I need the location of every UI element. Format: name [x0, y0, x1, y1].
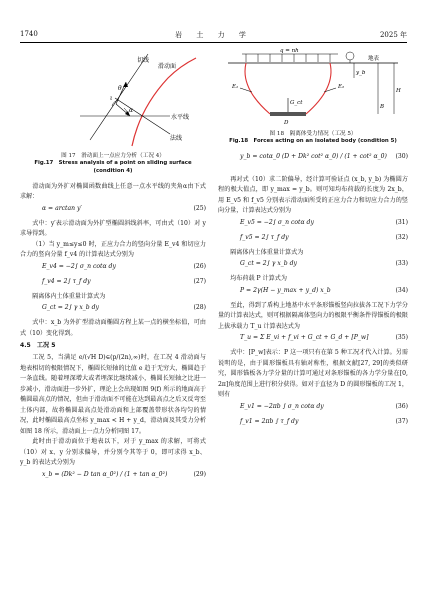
label-B: B: [380, 104, 385, 110]
fig18-caption-cn: 图 18 隔离体受力情况（工况 5）: [269, 131, 357, 137]
label-sliding-surface: 滑动面: [158, 63, 177, 70]
paragraph: 均布荷载 P 计算式为: [230, 275, 287, 283]
label-ground: 地表: [368, 56, 380, 62]
equation-35: T_u = Σ E_vi + f_vi + G_ct + G_d + [P_w] (35): [240, 334, 408, 342]
label-Gct: G_ct: [290, 100, 303, 106]
left-column: [20, 48, 206, 493]
equation-30: y_b = cotα_0 (D + Dk² cot² α_0) / (1 + cot² α_0) (30): [240, 152, 408, 160]
equation-36: E_v1 = −2πb ∫ σ_n cotα dy (36): [240, 402, 408, 410]
paragraph: 式中：y′表示滑动面为外扩型椭圆斜线斜率，可由式（10）对 y 求导得到。: [20, 219, 206, 238]
equation-28: G_ct = 2∫ γ x_b dy (28): [42, 304, 206, 312]
year: 2025 年: [379, 31, 407, 39]
fig17-caption: [20, 152, 206, 176]
equation-37: f_v1 = 2πb ∫ τ_f dy (37): [240, 417, 408, 425]
equation-34: P = 2γ(H − y_max + y_d) x_b (34): [240, 286, 408, 294]
figure-18: [218, 48, 408, 130]
fig18-caption: [218, 130, 408, 146]
page-number: 1740: [20, 30, 38, 38]
figure-17: [20, 48, 206, 152]
paragraph: 滑动面为外扩对椭圆函数曲线上任意一点水平线的夹角α由下式求解：: [20, 182, 206, 201]
paragraph: 隔离体内土体重量计算式为: [32, 292, 106, 300]
paragraph: 隔离体内土体重量计算式为: [230, 248, 304, 256]
equation-25: α = arctan y′ (25): [42, 204, 206, 212]
equation-31: E_v5 = −2∫ σ_n cotα dy (31): [240, 218, 408, 226]
running-header: [20, 30, 407, 42]
header-rule: [20, 42, 407, 43]
label-q: q = nh: [280, 48, 299, 54]
paragraph: （1）当 y_m≤y≤0 时，正应力合力的竖向分量 E_v4 和切应力合力的竖向分量 f_v4 的计算表达式分别为: [20, 240, 206, 259]
label-E1: E₁: [232, 84, 239, 90]
fig17-diagram: [20, 48, 206, 152]
label-horizontal: 水平线: [171, 114, 190, 121]
label-theta: θ: [118, 85, 122, 92]
paragraph: 此时由于滑动面位于地表以下，对于 y_max 的求解，可将式（10）对 x、y 分别求偏导，并分别令其等于 0，即可求得 x_b、y_b 的表达式分别为: [20, 438, 206, 467]
right-sliding-curve: [306, 63, 331, 114]
paragraph: 再对式（10）求二阶偏导，经计算可验证点 (x_b, y_b) 为椭圆方程的极大值点，即 y_max = y_b。则可知均布荷载的长度为 2x_b，用 E_v5 和 f_v5 分别表示滑动面所受的正应力合力和切应力合力的竖向分量，计算表达式分别为: [218, 175, 408, 215]
paragraph: 式中：[P_w]表示：P 这一项只有在第 5 种工况才代入计算。另需说明的是，由于圆形锚板具有轴对称性，根据文献[27, 29]的类似研究，圆形锚板各力学分量的计算可通过对条形锚板的各力学分量在[0, 2π]角度范围上进行积分获得。如对于直径为 D 的圆形锚板的工况 1，则有: [218, 349, 408, 399]
equation-27: f_v4 = 2∫ τ_f dy (27): [42, 277, 206, 285]
right-column: [218, 48, 408, 432]
tree-icon: [346, 52, 354, 60]
label-yb: y_b: [356, 70, 366, 76]
label-alpha: α: [129, 107, 134, 114]
section-heading: 4.5 工况 5: [20, 341, 56, 349]
label-tangent: 切线: [137, 57, 150, 64]
load-arrows: [246, 54, 330, 62]
fig18-diagram: [218, 48, 408, 130]
label-prime: ι: [110, 95, 113, 102]
journal-name: 岩 土 力 学: [175, 31, 252, 39]
equation-33: G_ct = 2∫ γ x_b dy (33): [240, 260, 408, 268]
paragraph: 式中：x_b 为外扩型滑动面椭圆方程上某一点的横坐标值，可由式（10）变化得到。: [20, 319, 206, 337]
paragraph: 工况 5，当满足 e/(√H D)∈(p/(2n),∞)时，在工况 4 滑动面与地表相切的极限情况下，椭圆长短轴的比值 e 趋于无穷大，椭圆趋于一条直线。随着埋深增大或者埋深比继续减小，椭圆长短轴之比进一步减小，滑动面进一步外扩，理论上会出现如图 9(f) 所示的地面高于椭圆最高点的情况，但由于滑动面不可能在达到最高点之后又反弯至土体内部，故将椭圆最高点处滑动面和上部覆盖带形状各均匀的情况，此时椭圆最高点坐标 y_max < H + y_d，滑动面及其受力分析如图 18 所示，滑动面上一点力分析同图 17。: [20, 354, 206, 435]
label-H: H: [396, 88, 401, 94]
anchor-plate: [270, 112, 306, 116]
equation-32: f_v5 = 2∫ τ_f dy (32): [240, 233, 408, 241]
sliding-surface-curve: [132, 58, 196, 146]
fig18-caption-en: Fig.18 Forces acting on an isolated body (condition 5): [229, 138, 397, 145]
equation-26: E_v4 = −2∫ σ_n cotα dy (26): [42, 262, 206, 270]
label-D: D: [284, 120, 289, 126]
label-normal: 法线: [170, 135, 183, 142]
left-sliding-curve: [245, 63, 270, 114]
paragraph: 至此，得到了盾构上地基中水平条形锚板竖向拉拔各工况下力学分量的计算表达式，则可根据隔离体竖向力的极限平衡条件得锚板的极限上拔承载力 T_u 计算表达式为: [218, 301, 408, 330]
fig17-caption-cn: 图 17 滑动面上一点应力分析（工况 4）: [61, 153, 165, 159]
fig17-caption-en: Fig.17 Stress analysis of a point on sliding surface (condition 4): [34, 160, 192, 174]
label-E2: E₂: [338, 84, 345, 90]
equation-29: x_b = (Dk² − D tan α_0²) / (1 + tan α_0²) (29): [42, 470, 206, 478]
